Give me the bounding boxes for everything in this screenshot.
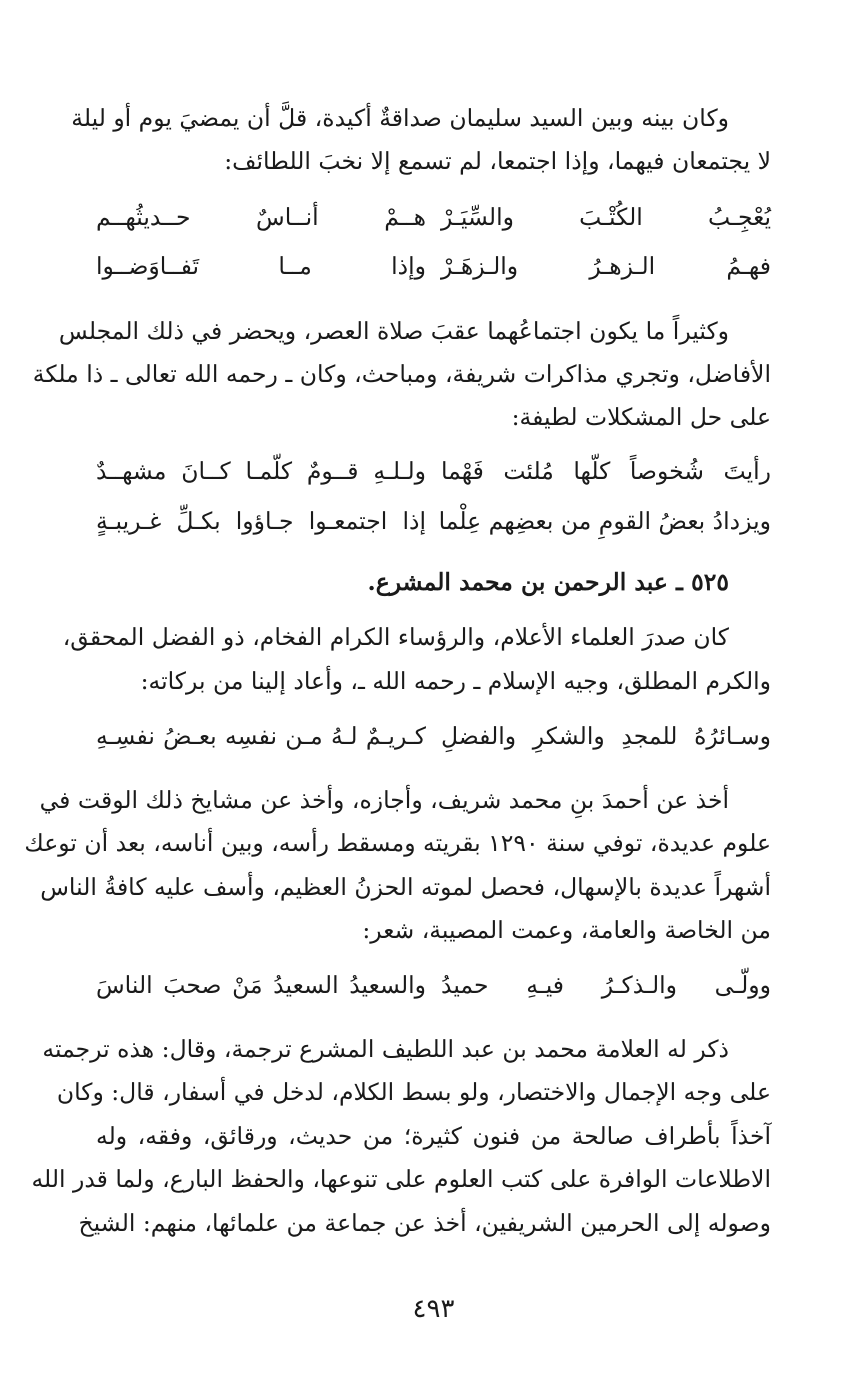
paragraph-2-line-3: على حل المشكلات لطيفة: [511,403,771,431]
poem-1-verse-2 [96,246,771,286]
entry-heading: ٥٢٥ ـ عبد الرحمن بن محمد المشرع. [367,568,729,596]
poem-1-verse-2-first-hemistich: وإذا مــا تَفــاوَضــوا [96,252,426,280]
paragraph-3-line-2: والكرم المطلق، وجيه الإسلام ـ رحمه الله ـ، وأعاد إلينا من بركاته: [140,667,771,695]
paragraph-3-line-1: كان صدرَ العلماء الأعلام، والرؤساء الكرام الفخام، ذو الفضل المحقق، [62,623,729,651]
poem-2-verse-1-first-hemistich: ولـلـهِ قــومٌ كلّمـا كــانَ مشهــدٌ [96,457,426,485]
poem-3-verse-1-first-hemistich: كـريـمٌ لـهُ مـن نفسِه بعـضُ نفسِـهِ [96,722,426,750]
poem-1-verse-1-second-hemistich: يُعْجِـبُ الكُتْـبَ والسِّيَـرْ [441,203,771,231]
poem-2-verse-2-first-hemistich: إذا اجتمعـوا جـاؤوا بكـلِّ غـريبـةٍ [96,507,426,535]
paragraph-4-line-4: من الخاصة والعامة، وعمت المصيبة، شعر: [362,916,771,944]
paragraph-2-line-1: وكثيراً ما يكون اجتماعُهما عقبَ صلاة العصر، ويحضر في ذلك المجلس [58,317,729,345]
poem-1-verse-1-first-hemistich: هــمْ أنــاسٌ حــديثُهــم [96,203,426,231]
paragraph-5-line-4: الاطلاعات الوافرة على كتب العلوم على تنوعها، والحفظ البارع، ولما قدر الله [31,1165,771,1193]
poem-1-verse-1 [96,197,771,237]
poem-1-verse-2-second-hemistich: فهـمُ الـزهـرُ والـزهَـرْ [441,252,771,280]
paragraph-2-line-2: الأفاضل، وتجري مذاكرات شريفة، ومباحث، وكان ـ رحمه الله تعالى ـ ذا ملكة [32,360,771,388]
paragraph-1-line-2: لا يجتمعان فيهما، وإذا اجتمعا، لم تسمع إلا نخبَ اللطائف: [224,147,771,175]
poem-2-verse-1 [96,451,771,491]
paragraph-4-line-3: أشهراً عديدة بالإسهال، فحصل لموته الحزنُ العظيم، وأسف عليه كافةُ الناس [40,873,771,901]
poem-4-verse-1 [96,965,771,1005]
poem-4-verse-1-second-hemistich: وولّـى والـذكـرُ فيـهِ حميدُ [441,971,771,999]
paragraph-5-line-5: وصوله إلى الحرمين الشريفين، أخذ عن جماعة من علمائها، منهم: الشيخ [78,1209,771,1237]
poem-4-verse-1-first-hemistich: والسعيدُ السعيدُ مَنْ صحبَ الناسَ [96,971,426,999]
poem-2-verse-2 [96,501,771,541]
paragraph-5-line-2: على وجه الإجمال والاختصار، ولو بسط الكلام، لدخل في أسفار، قال: وكان [56,1078,771,1106]
paragraph-4-line-2: علوم عديدة، توفي سنة ١٢٩٠ بقريته ومسقط رأسه، وبين أناسه، بعد أن توعك [24,829,771,857]
poem-2-verse-1-second-hemistich: رأيتَ شُخوصاً كلّها مُلئت فَهْما [441,457,771,485]
paragraph-5-line-3: آخذاً بأطراف صالحة من فنون كثيرة؛ من حديث، ورقائق، وفقه، وله [96,1122,771,1150]
paragraph-4-line-1: أخذ عن أحمدَ بنِ محمد شريف، وأجازه، وأخذ عن مشايخ ذلك الوقت في [39,786,729,814]
page-number: ٤٩٣ [412,1294,455,1324]
paragraph-1-line-1: وكان بينه وبين السيد سليمان صداقةٌ أكيدة، قلَّ أن يمضيَ يوم أو ليلة [71,104,729,132]
paragraph-5-line-1: ذكر له العلامة محمد بن عبد اللطيف المشرع ترجمة، وقال: هذه ترجمته [42,1035,729,1063]
poem-3-verse-1 [96,716,771,756]
poem-2-verse-2-second-hemistich: ويزدادُ بعضُ القومِ من بعضِهم عِلْما [438,507,771,535]
poem-3-verse-1-second-hemistich: وسـائرُهُ للمجدِ والشكرِ والفضلِ [441,722,771,750]
